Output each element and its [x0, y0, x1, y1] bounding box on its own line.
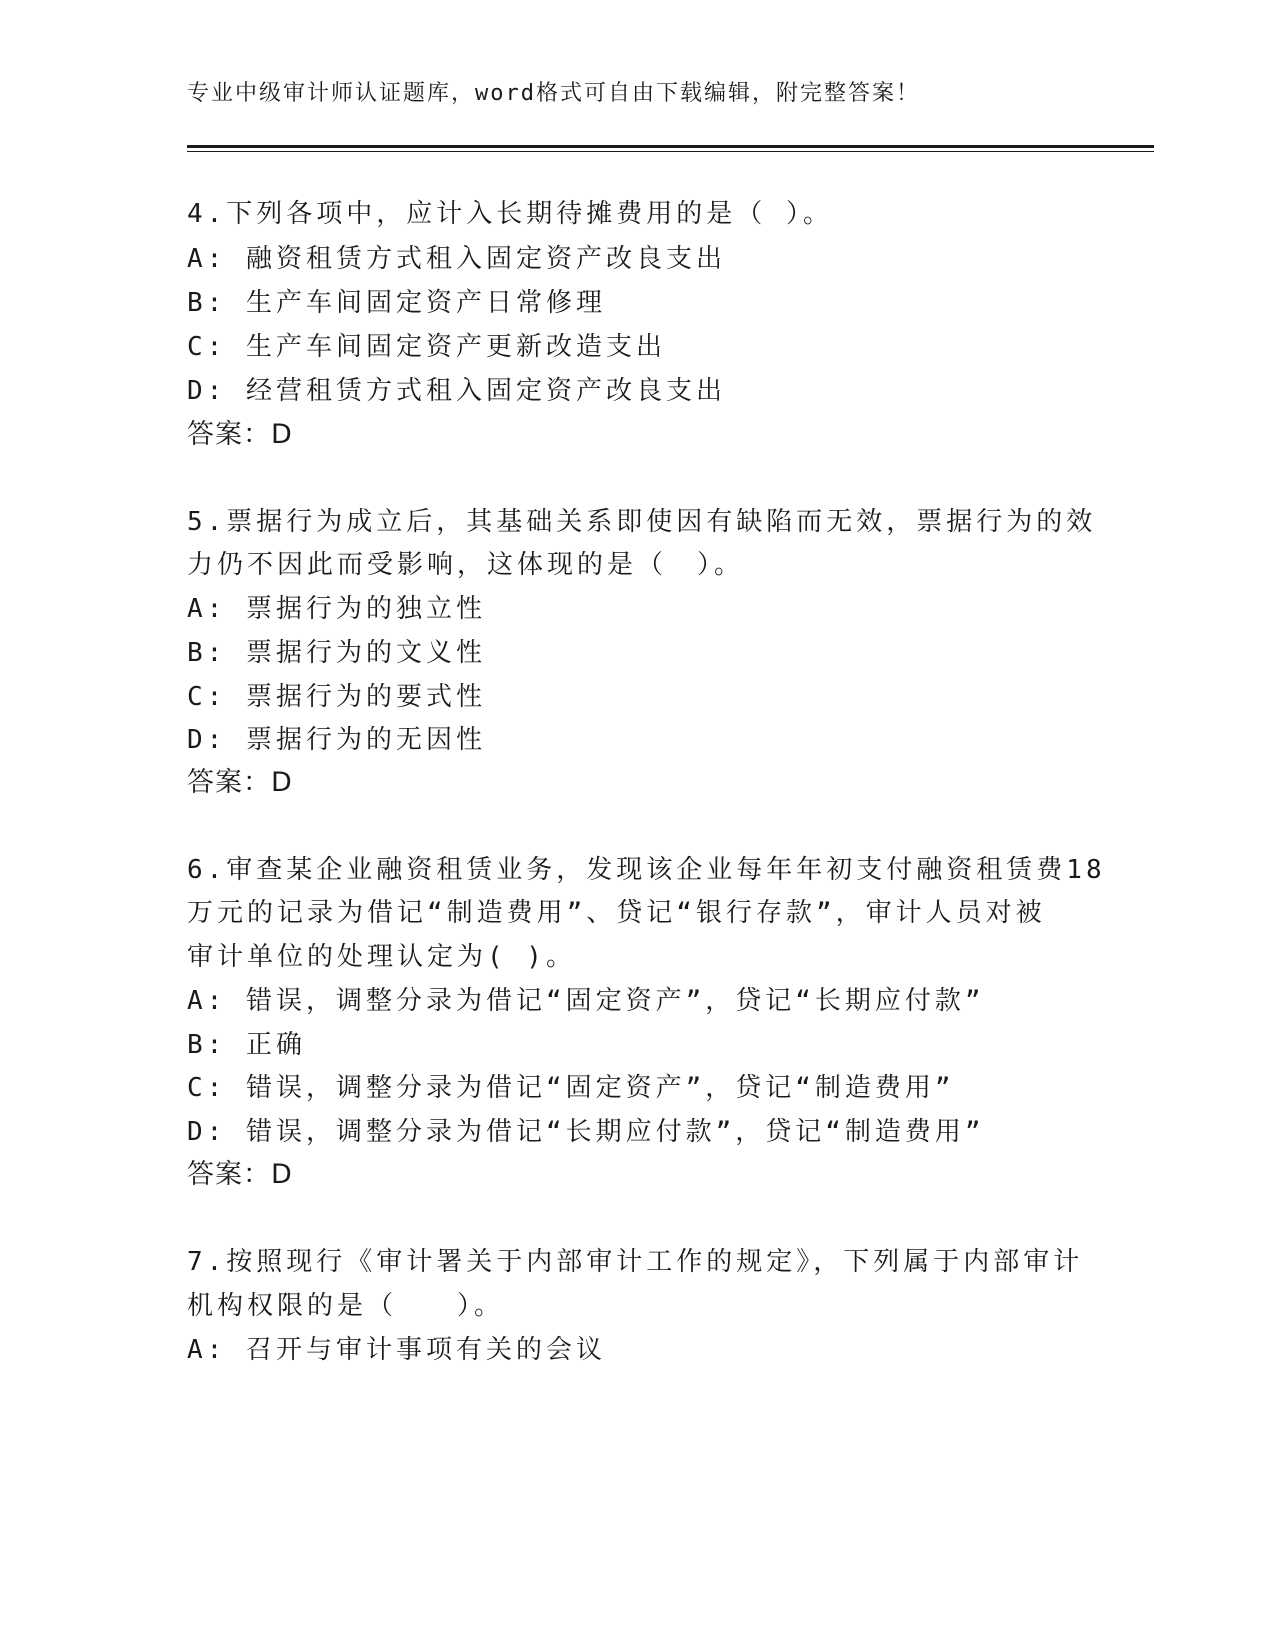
option-b: B: 生产车间固定资产日常修理 — [187, 288, 606, 318]
option-b: B: 票据行为的文义性 — [187, 638, 486, 668]
option-c: C: 生产车间固定资产更新改造支出 — [187, 332, 666, 362]
question-stem: 4.下列各项中，应计入长期待摊费用的是（ ）。 — [187, 199, 833, 229]
answer: 答案：D — [187, 419, 293, 450]
option-c: C: 错误，调整分录为借记“固定资产”，贷记“制造费用” — [187, 1073, 955, 1103]
option-d: D: 经营租赁方式租入固定资产改良支出 — [187, 376, 726, 406]
question-stem: 5.票据行为成立后，其基础关系即使因有缺陷而无效，票据行为的效 — [187, 507, 1097, 537]
question-stem-cont: 审计单位的处理认定为( )。 — [187, 942, 576, 972]
option-a: A: 错误，调整分录为借记“固定资产”，贷记“长期应付款” — [187, 986, 985, 1016]
header-text: 专业中级审计师认证题库，word格式可自由下载编辑，附完整答案！ — [187, 81, 920, 106]
answer: 答案：D — [187, 1159, 293, 1190]
option-b: B: 正确 — [187, 1030, 306, 1060]
option-a: A: 融资租赁方式租入固定资产改良支出 — [187, 244, 726, 274]
option-a: A: 票据行为的独立性 — [187, 594, 486, 624]
option-d: D: 错误，调整分录为借记“长期应付款”，贷记“制造费用” — [187, 1117, 985, 1147]
option-c: C: 票据行为的要式性 — [187, 682, 486, 712]
question-stem: 6.审查某企业融资租赁业务，发现该企业每年年初支付融资租赁费18 — [187, 855, 1106, 885]
question-stem: 7.按照现行《审计署关于内部审计工作的规定》，下列属于内部审计 — [187, 1247, 1084, 1277]
question-stem-cont: 机构权限的是（ ）。 — [187, 1291, 505, 1321]
header-rule-thin — [187, 151, 1154, 152]
option-d: D: 票据行为的无因性 — [187, 725, 486, 755]
option-a: A: 召开与审计事项有关的会议 — [187, 1335, 606, 1365]
answer: 答案：D — [187, 767, 293, 798]
question-stem-cont: 万元的记录为借记“制造费用”、贷记“银行存款”，审计人员对被 — [187, 898, 1046, 928]
header-rule-thick — [187, 145, 1154, 148]
question-stem-cont: 力仍不因此而受影响，这体现的是（ ）。 — [187, 550, 745, 580]
